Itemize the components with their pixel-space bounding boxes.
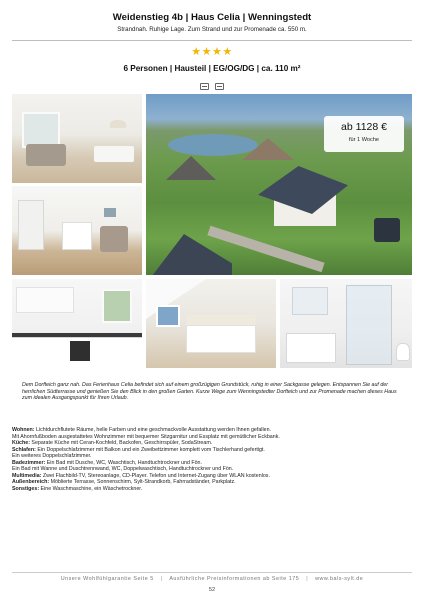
photo-bedroom[interactable] bbox=[146, 279, 276, 368]
no-smoking-icon bbox=[200, 83, 209, 90]
footer-divider bbox=[12, 572, 412, 573]
detail-row: Ein weiteres Doppelschlafzimmer. bbox=[12, 453, 92, 459]
photo-living-room[interactable] bbox=[12, 94, 142, 183]
price-badge bbox=[324, 116, 404, 152]
footer-prices-link[interactable]: Ausführliche Preisinformationen ab Seite 175 bbox=[169, 576, 300, 582]
property-facts: 6 Personen | Hausteil | EG/OG/DG | ca. 110 m² bbox=[123, 64, 301, 73]
detail-row: Badezimmer: Ein Bad mit Dusche, WC, Waschtisch, Handtuchtrockner und Fön. bbox=[12, 459, 202, 466]
star-rating bbox=[0, 47, 424, 58]
intro-text: Dem Dorfteich ganz nah. Das Ferienhaus Celia befindet sich auf einem großzügigen Grundstück, ruhig in einer Sackgasse gelegen. Entspannen Sie auf der herrlichen Südterrasse und genießen Sie den Blick in den großen Garten. Kurze Wege zum Wenningstedter Dorfteich und zur Promenade machen dieses Haus zum idealen Ausgangspunkt für Ihren Urlaub. bbox=[22, 382, 397, 401]
footer-website-link[interactable]: www.bals-sylt.de bbox=[315, 576, 364, 582]
star-icon: ★ bbox=[212, 46, 223, 58]
page-subtitle: Strandnah. Ruhige Lage. Zum Strand und zur Promenade ca. 550 m. bbox=[117, 26, 307, 33]
detail-row: Küche: Separate Küche mit Ceran-Kochfeld, Backofen, Geschirrspüler, SodaStream. bbox=[12, 440, 213, 446]
detail-row: Schlafen: Ein Doppelschlafzimmer mit Balkon und ein Zweibettzimmer komplett vom Tischlerhand gefertigt. bbox=[12, 446, 265, 453]
photo-aerial-house[interactable] bbox=[146, 94, 412, 275]
star-icon: ★ bbox=[191, 46, 202, 58]
detail-row: Mit Ahornfußboden ausgestattetes Wohnzimmer mit bequemer Sitzgarnitur und Essplatz mit gemütlicher Eckbank. bbox=[12, 433, 280, 440]
footer bbox=[0, 576, 424, 582]
detail-row: Wohnen: Lichtdurchflutete Räume, helle Farben und eine geschmackvolle Ausstattung werden Ihnen gefallen. bbox=[12, 427, 272, 433]
header-divider bbox=[12, 40, 412, 41]
detail-row: Außenbereich: Möblierte Terrasse, Sonnenschirm, Sylt-Strandkorb, Fahrradständer, Parkplatz. bbox=[12, 479, 236, 485]
no-pets-icon bbox=[215, 83, 224, 90]
footer-separator: | bbox=[306, 576, 309, 582]
photo-kitchen[interactable] bbox=[12, 279, 142, 368]
page-number: 52 bbox=[208, 587, 216, 593]
page-title: Weidenstieg 4b | Haus Celia | Wenningstedt bbox=[112, 12, 312, 23]
star-icon: ★ bbox=[222, 46, 233, 58]
star-icon: ★ bbox=[201, 46, 212, 58]
footer-separator: | bbox=[160, 576, 163, 582]
price-unit: für 1 Woche bbox=[348, 137, 380, 143]
photo-living-room-2[interactable] bbox=[12, 186, 142, 275]
detail-row: Sonstiges: Eine Waschmaschine, ein Wäschetrockner. bbox=[12, 485, 143, 492]
detail-row: Ein Bad mit Wanne und Duschtrennwand, WC, Doppelwaschtisch, Handtuchtrockner und Fön. bbox=[12, 466, 234, 472]
detail-row: Multimedia: Zwei Flachbild-TV, Stereoanlage, CD-Player. Telefon und Internet-Zugang über WLAN kostenlos. bbox=[12, 472, 270, 479]
footer-guarantee-link[interactable]: Unsere Wohlfühlgarantie Seite 5 bbox=[60, 576, 154, 582]
price-amount: ab 1128 € bbox=[341, 121, 387, 133]
details-list bbox=[12, 427, 412, 492]
photo-bathroom[interactable] bbox=[280, 279, 412, 368]
